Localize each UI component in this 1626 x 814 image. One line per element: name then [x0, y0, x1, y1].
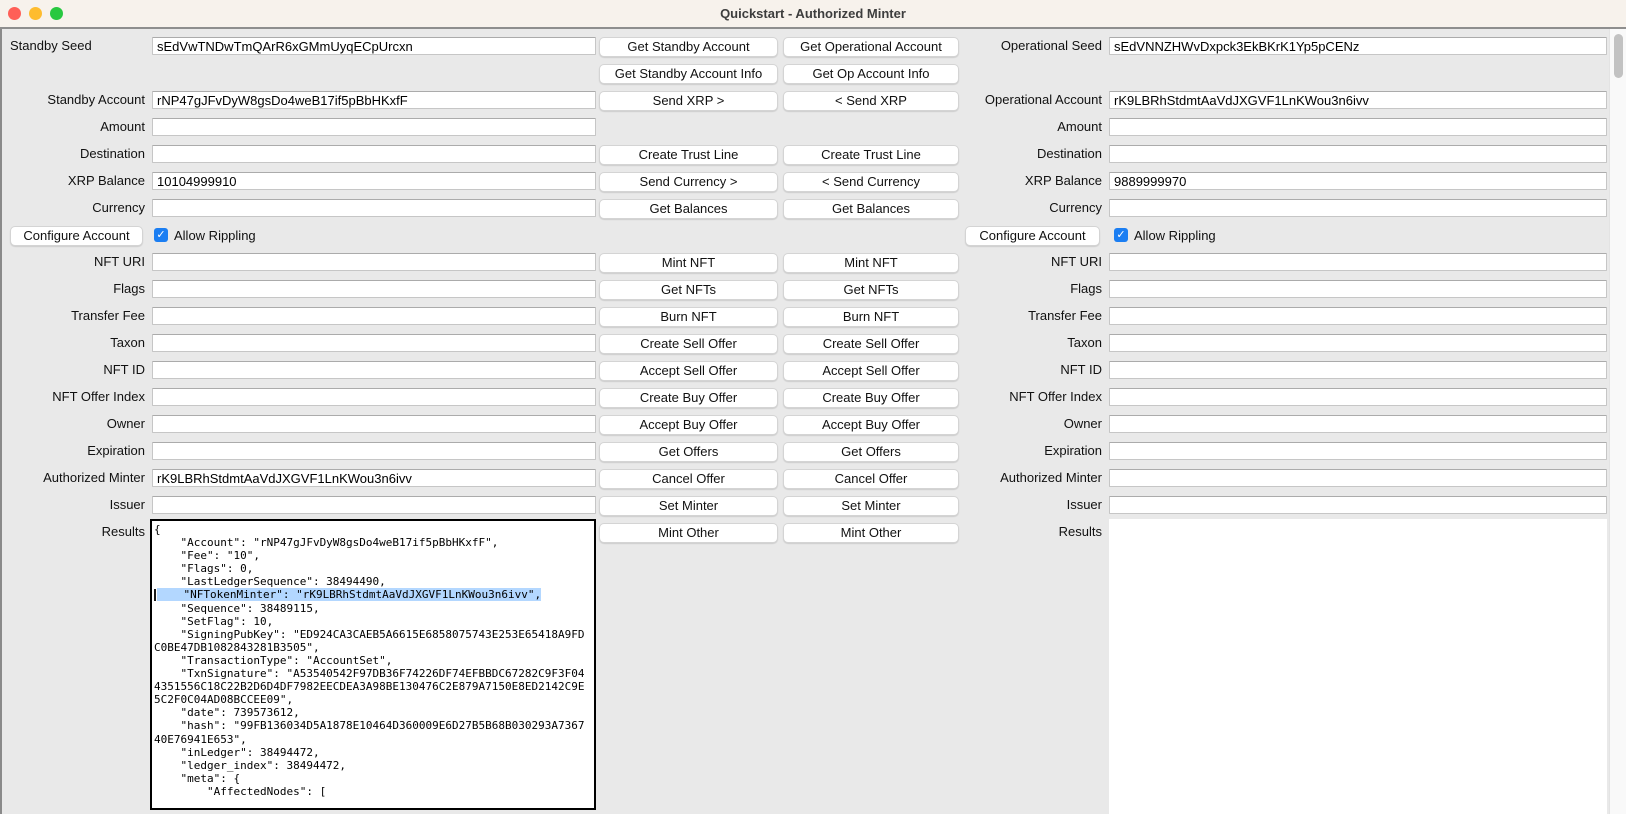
results-line: "date": 739573612,: [154, 706, 300, 720]
op-create-sell-offer-button[interactable]: Create Sell Offer: [783, 334, 959, 354]
operational-flags-label: Flags: [1070, 281, 1102, 296]
operational-authorized-minter-label: Authorized Minter: [1000, 470, 1102, 485]
titlebar: [0, 0, 1626, 29]
standby-burn-nft-button[interactable]: Burn NFT: [599, 307, 778, 327]
op-burn-nft-button[interactable]: Burn NFT: [783, 307, 959, 327]
standby-transfer-fee-label: Transfer Fee: [71, 308, 145, 323]
results-line: C0BE47DB1082843281B3505",: [154, 640, 320, 654]
results-line: "meta": {: [154, 771, 241, 785]
standby-taxon-input[interactable]: [152, 334, 596, 352]
standby-owner-input[interactable]: [152, 415, 596, 433]
operational-xrp-balance-label: XRP Balance: [1024, 173, 1102, 188]
standby-results-label: Results: [101, 524, 145, 539]
standby-xrp-balance-label: XRP Balance: [67, 173, 145, 188]
standby-standby-account-label: Standby Account: [47, 92, 145, 107]
op-get-op-account-info-button[interactable]: Get Op Account Info: [783, 64, 959, 84]
operational-authorized-minter-input[interactable]: [1109, 469, 1607, 487]
standby-create-trust-line-button[interactable]: Create Trust Line: [599, 145, 778, 165]
standby-nft-offer-index-input[interactable]: [152, 388, 596, 406]
standby-accept-buy-offer-button[interactable]: Accept Buy Offer: [599, 415, 778, 435]
op-get-balances-button[interactable]: Get Balances: [783, 199, 959, 219]
op-send-currency-button[interactable]: < Send Currency: [783, 172, 959, 192]
results-line: "SigningPubKey": "ED924CA3CAEB5A6615E6858075743E253E65418A9FD: [154, 627, 585, 641]
operational-destination-label: Destination: [1036, 146, 1102, 161]
standby-transfer-fee-input[interactable]: [152, 307, 596, 325]
standby-get-balances-button[interactable]: Get Balances: [599, 199, 778, 219]
standby-send-currency-button[interactable]: Send Currency >: [599, 172, 778, 192]
standby-authorized-minter-input[interactable]: [152, 469, 596, 487]
window-title: Quickstart - Authorized Minter: [720, 6, 906, 21]
results-line: 4351556C18C22B2D6D4DF7982EECDEA3A98BE130476C2E879A7150E8ED2142C9E: [154, 680, 585, 694]
op-get-nfts-button[interactable]: Get NFTs: [783, 280, 959, 300]
operational-currency-label: Currency: [1049, 200, 1102, 215]
operational-expiration-input[interactable]: [1109, 442, 1607, 460]
op-create-trust-line-button[interactable]: Create Trust Line: [783, 145, 959, 165]
traffic-lights: [8, 7, 63, 20]
op-accept-sell-offer-button[interactable]: Accept Sell Offer: [783, 361, 959, 381]
standby-set-minter-button[interactable]: Set Minter: [599, 496, 778, 516]
scrollbar-thumb[interactable]: [1614, 34, 1623, 78]
standby-destination-input[interactable]: [152, 145, 596, 163]
standby-nft-id-label: NFT ID: [103, 362, 145, 377]
operational-results-label: Results: [1058, 524, 1102, 539]
standby-get-standby-account-info-button[interactable]: Get Standby Account Info: [599, 64, 778, 84]
operational-nft-uri-input[interactable]: [1109, 253, 1607, 271]
standby-taxon-label: Taxon: [110, 335, 145, 350]
op-mint-other-button[interactable]: Mint Other: [783, 523, 959, 543]
standby-allow-rippling-checkbox[interactable]: ✓: [154, 228, 168, 242]
vertical-scrollbar[interactable]: [1609, 29, 1626, 814]
operational-expiration-label: Expiration: [1044, 443, 1102, 458]
operational-issuer-label: Issuer: [1066, 497, 1102, 512]
operational-xrp-balance-input[interactable]: [1109, 172, 1607, 190]
operational-nft-uri-label: NFT URI: [1050, 254, 1102, 269]
standby-mint-nft-button[interactable]: Mint NFT: [599, 253, 778, 273]
results-line: "LastLedgerSequence": 38494490,: [154, 575, 386, 589]
operational-configure-account-button[interactable]: Configure Account: [965, 226, 1100, 246]
standby-destination-label: Destination: [79, 146, 145, 161]
standby-nft-offer-index-label: NFT Offer Index: [52, 389, 145, 404]
op-cancel-offer-button[interactable]: Cancel Offer: [783, 469, 959, 489]
operational-issuer-input[interactable]: [1109, 496, 1607, 514]
operational-operational-account-input[interactable]: [1109, 91, 1607, 109]
operational-transfer-fee-label: Transfer Fee: [1028, 308, 1102, 323]
results-line: "Sequence": 38489115,: [154, 601, 320, 615]
standby-expiration-input[interactable]: [152, 442, 596, 460]
operational-nft-id-label: NFT ID: [1060, 362, 1102, 377]
results-line: [154, 588, 594, 601]
results-line: "Account": "rNP47gJFvDyW8gsDo4weB17if5pBbHKxfF",: [154, 536, 499, 550]
standby-accept-sell-offer-button[interactable]: Accept Sell Offer: [599, 361, 778, 381]
operational-destination-input[interactable]: [1109, 145, 1607, 163]
standby-standby-seed-input[interactable]: [152, 37, 596, 55]
standby-create-buy-offer-button[interactable]: Create Buy Offer: [599, 388, 778, 408]
op-send-xrp-button[interactable]: < Send XRP: [783, 91, 959, 111]
op-create-buy-offer-button[interactable]: Create Buy Offer: [783, 388, 959, 408]
operational-nft-offer-index-label: NFT Offer Index: [1009, 389, 1102, 404]
results-line: {: [154, 523, 161, 536]
results-line: "ledger_index": 38494472,: [154, 758, 347, 772]
standby-expiration-label: Expiration: [87, 443, 145, 458]
standby-flags-input[interactable]: [152, 280, 596, 298]
standby-send-xrp-button[interactable]: Send XRP >: [599, 91, 778, 111]
standby-create-sell-offer-button[interactable]: Create Sell Offer: [599, 334, 778, 354]
standby-standby-account-input[interactable]: [152, 91, 596, 109]
op-mint-nft-button[interactable]: Mint NFT: [783, 253, 959, 273]
results-line: "hash": "99FB136034D5A1878E10464D360009E6D27B5B68B030293A7367: [154, 719, 585, 733]
operational-nft-offer-index-input[interactable]: [1109, 388, 1607, 406]
main-content: [0, 29, 1626, 814]
highlighted-json-line: "NFTokenMinter": "rK9LBRhStdmtAaVdJXGVF1LnKWou3n6ivv",: [157, 588, 542, 602]
operational-operational-seed-input[interactable]: [1109, 37, 1607, 55]
operational-allow-rippling-label: Allow Rippling: [1134, 228, 1216, 243]
standby-authorized-minter-label: Authorized Minter: [43, 470, 145, 485]
standby-amount-label: Amount: [100, 119, 145, 134]
standby-currency-label: Currency: [92, 200, 145, 215]
results-line: "AffectedNodes": [: [154, 784, 327, 798]
operational-operational-account-label: Operational Account: [984, 92, 1102, 107]
results-line: "TxnSignature": "A53540542F97DB36F74226DF74EFBBDC67282C9F3F04: [154, 667, 585, 681]
op-accept-buy-offer-button[interactable]: Accept Buy Offer: [783, 415, 959, 435]
standby-get-standby-account-button[interactable]: Get Standby Account: [599, 37, 778, 57]
standby-configure-account-button[interactable]: Configure Account: [10, 226, 143, 246]
operational-currency-input[interactable]: [1109, 199, 1607, 217]
results-line: 5C2F0C04AD08BCCEE09",: [154, 693, 294, 707]
operational-operational-seed-label: Operational Seed: [1000, 38, 1102, 53]
operational-taxon-label: Taxon: [1067, 335, 1102, 350]
standby-issuer-input[interactable]: [152, 496, 596, 514]
standby-owner-label: Owner: [106, 416, 145, 431]
standby-results-json: [152, 521, 594, 798]
standby-get-offers-button[interactable]: Get Offers: [599, 442, 778, 462]
results-line: "SetFlag": 10,: [154, 614, 274, 628]
zoom-button-icon[interactable]: [50, 7, 63, 20]
standby-issuer-label: Issuer: [109, 497, 145, 512]
operational-owner-input[interactable]: [1109, 415, 1607, 433]
operational-amount-label: Amount: [1057, 119, 1102, 134]
results-line: "Fee": "10",: [154, 549, 260, 563]
op-set-minter-button[interactable]: Set Minter: [783, 496, 959, 516]
standby-nft-uri-label: NFT URI: [93, 254, 145, 269]
standby-flags-label: Flags: [113, 281, 145, 296]
operational-transfer-fee-input[interactable]: [1109, 307, 1607, 325]
results-line: "Flags": 0,: [154, 562, 254, 576]
results-line: 40E76941E653",: [154, 732, 247, 746]
op-get-offers-button[interactable]: Get Offers: [783, 442, 959, 462]
standby-mint-other-button[interactable]: Mint Other: [599, 523, 778, 543]
standby-allow-rippling-label: Allow Rippling: [174, 228, 256, 243]
text-caret: [154, 589, 156, 601]
operational-flags-input[interactable]: [1109, 280, 1607, 298]
standby-standby-seed-label: Standby Seed: [10, 38, 92, 53]
operational-owner-label: Owner: [1063, 416, 1102, 431]
operational-results-textarea[interactable]: [1109, 519, 1607, 814]
standby-xrp-balance-input[interactable]: [152, 172, 596, 190]
standby-cancel-offer-button[interactable]: Cancel Offer: [599, 469, 778, 489]
standby-currency-input[interactable]: [152, 199, 596, 217]
standby-amount-input[interactable]: [152, 118, 596, 136]
operational-allow-rippling-checkbox[interactable]: ✓: [1114, 228, 1128, 242]
results-line: "TransactionType": "AccountSet",: [154, 653, 393, 667]
standby-get-nfts-button[interactable]: Get NFTs: [599, 280, 778, 300]
close-button-icon[interactable]: [8, 7, 21, 20]
op-get-operational-account-button[interactable]: Get Operational Account: [783, 37, 959, 57]
results-line: "inLedger": 38494472,: [154, 745, 320, 759]
operational-amount-input[interactable]: [1109, 118, 1607, 136]
operational-taxon-input[interactable]: [1109, 334, 1607, 352]
standby-nft-id-input[interactable]: [152, 361, 596, 379]
minimize-button-icon[interactable]: [29, 7, 42, 20]
standby-results-textarea[interactable]: [150, 519, 596, 810]
standby-nft-uri-input[interactable]: [152, 253, 596, 271]
operational-nft-id-input[interactable]: [1109, 361, 1607, 379]
